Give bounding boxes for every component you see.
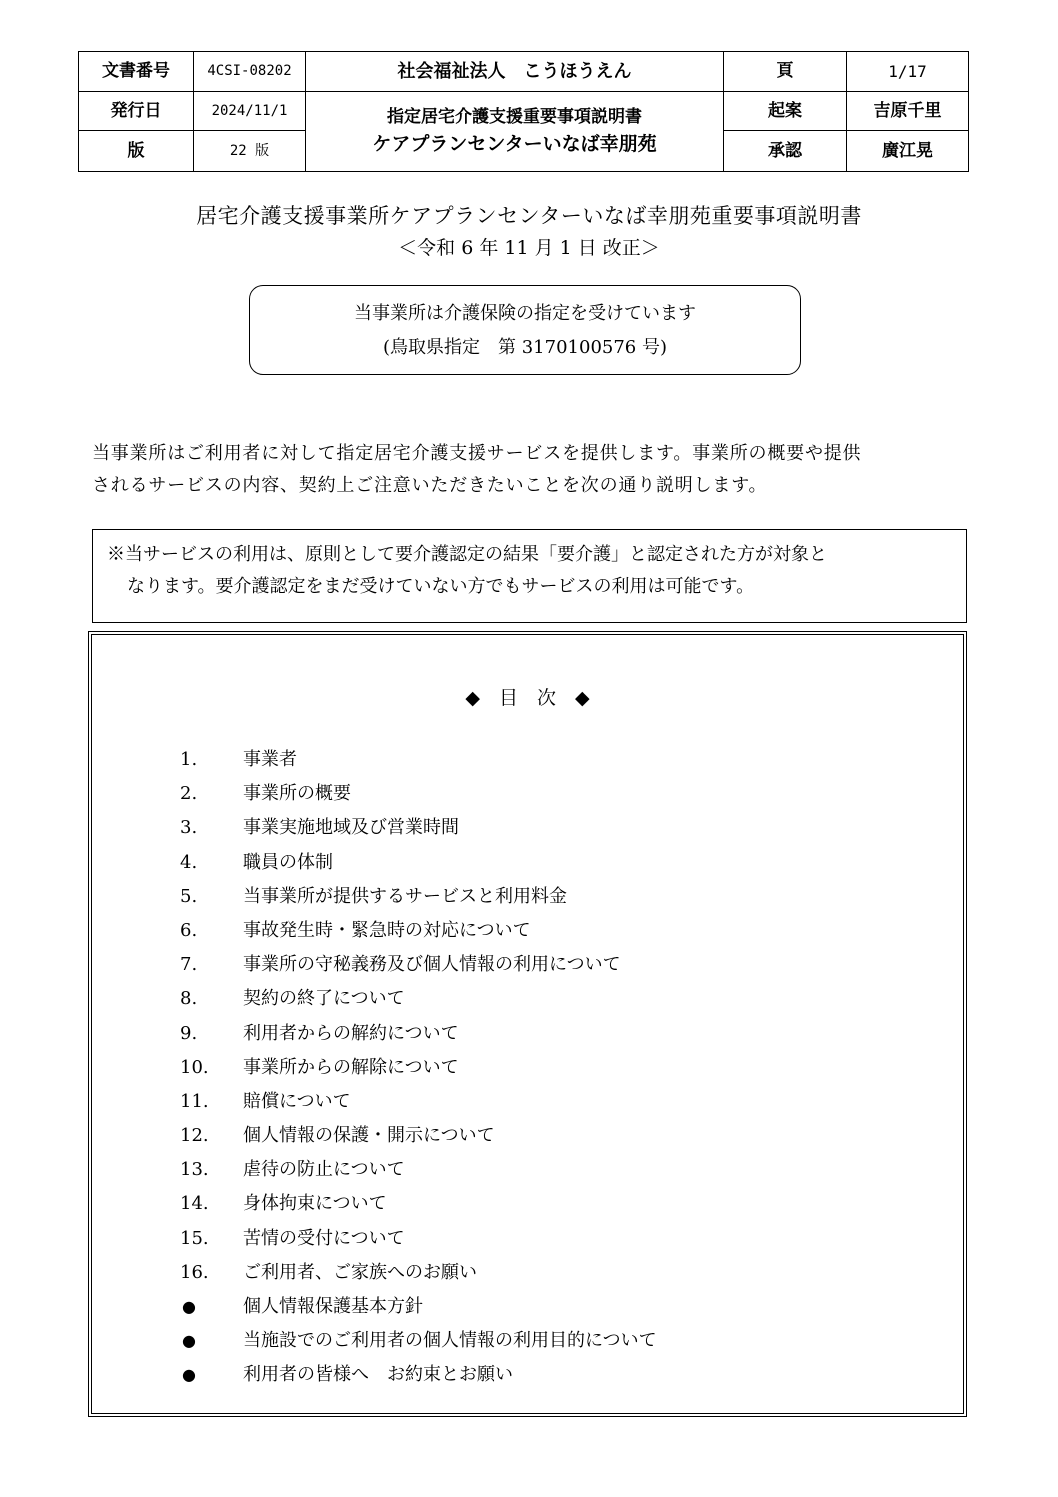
intro-line2: されるサービスの内容、契約上ご注意いただきたいことを次の通り説明します。 <box>92 475 768 496</box>
toc-item <box>180 982 657 1016</box>
toc-item-text: 事業所の概要 <box>243 783 351 805</box>
toc-item-text: 職員の体制 <box>243 851 333 873</box>
toc-heading: ◆ 目 次 ◆ <box>465 687 590 709</box>
toc-list <box>180 743 657 1393</box>
toc-item-number: 7. <box>180 954 198 976</box>
designation-notice-line2: (鳥取県指定 第 3170100576 号) <box>382 337 667 358</box>
note-line1: ※当サービスの利用は、原則として要介護認定の結果「要介護」と認定された方が対象と <box>107 544 827 565</box>
toc-item <box>180 1017 657 1051</box>
page-label: 頁 <box>724 52 847 92</box>
toc-item-number: 8. <box>180 988 198 1010</box>
toc-item-number: 5. <box>180 885 198 907</box>
toc-item-text: 個人情報保護基本方針 <box>243 1296 423 1317</box>
version-number: 22 版 <box>194 131 306 172</box>
toc-item <box>180 1324 657 1358</box>
toc-item-number: 12. <box>180 1125 209 1147</box>
issue-date-label: 発行日 <box>79 92 194 131</box>
toc-item <box>180 743 657 777</box>
version-label: 版 <box>79 131 194 172</box>
table-of-contents-box <box>88 631 967 1417</box>
toc-item-number: 9. <box>180 1022 198 1044</box>
toc-item <box>180 1256 657 1290</box>
toc-item <box>180 1153 657 1187</box>
toc-item-number: 11. <box>180 1090 209 1112</box>
intro-line1: 当事業所はご利用者に対して指定居宅介護支援サービスを提供します。事業所の概要や提供 <box>92 443 862 464</box>
doc-number: 4CSI-08202 <box>194 52 306 92</box>
toc-item-text: 契約の終了について <box>243 988 405 1010</box>
toc-bullet-icon: ● <box>182 1297 196 1316</box>
header-document-title <box>306 92 724 172</box>
toc-item <box>180 948 657 982</box>
document-header-table <box>78 51 969 172</box>
toc-item-number: 15. <box>180 1227 209 1249</box>
toc-item-text: 事業所からの解除について <box>243 1056 459 1078</box>
toc-item <box>180 777 657 811</box>
toc-item <box>180 846 657 880</box>
toc-item-text: 事故発生時・緊急時の対応について <box>243 919 531 941</box>
toc-item-number: 6. <box>180 919 198 941</box>
toc-item <box>180 811 657 845</box>
toc-item-text: 事業実施地域及び営業時間 <box>243 817 459 839</box>
approver-label: 承認 <box>724 131 847 172</box>
eligibility-note-box <box>92 529 967 623</box>
approver-name: 廣江晃 <box>847 131 969 172</box>
toc-item-text: 苦情の受付について <box>243 1227 405 1249</box>
toc-item-number: 4. <box>180 851 198 873</box>
toc-item <box>180 1290 657 1324</box>
toc-item-number: 3. <box>180 817 198 839</box>
toc-bullet-icon: ● <box>182 1365 196 1385</box>
document-title: 居宅介護支援事業所ケアプランセンターいなば幸朋苑重要事項説明書 <box>196 204 862 228</box>
toc-item-number: 10. <box>180 1056 209 1078</box>
issue-date: 2024/11/1 <box>194 92 306 131</box>
toc-item <box>180 880 657 914</box>
toc-bullet-icon: ● <box>182 1331 196 1351</box>
toc-item-text: 虐待の防止について <box>243 1159 405 1181</box>
organization-name: 社会福祉法人 こうほうえん <box>306 52 724 92</box>
toc-item <box>180 1085 657 1119</box>
toc-item-text: 当事業所が提供するサービスと利用料金 <box>243 885 567 907</box>
toc-item-text: 事業者 <box>243 749 297 770</box>
toc-item-number: 1. <box>180 749 198 770</box>
toc-item-text: 利用者の皆様へ お約束とお願い <box>243 1364 513 1386</box>
toc-item-text: 当施設でのご利用者の個人情報の利用目的について <box>243 1330 657 1352</box>
toc-item-text: ご利用者、ご家族へのお願い <box>243 1261 477 1283</box>
toc-item-text: 身体拘束について <box>243 1193 387 1215</box>
designation-notice-line1: 当事業所は介護保険の指定を受けています <box>354 303 696 324</box>
toc-item <box>180 1119 657 1153</box>
header-title-line2: ケアプランセンターいなば幸朋苑 <box>372 132 657 155</box>
toc-item-number: 13. <box>180 1159 209 1181</box>
designation-notice-box <box>249 285 801 375</box>
toc-item <box>180 1222 657 1256</box>
toc-item <box>180 1187 657 1221</box>
toc-item-text: 個人情報の保護・開示について <box>243 1125 495 1147</box>
note-line2: なります。要介護認定をまだ受けていない方でもサービスの利用は可能です。 <box>127 576 755 597</box>
toc-item-text: 賠償について <box>243 1090 351 1112</box>
intro-paragraph <box>92 438 972 502</box>
toc-item-number: 14. <box>180 1193 209 1215</box>
toc-item-number: 2. <box>180 783 198 805</box>
drafter-name: 吉原千里 <box>847 92 969 131</box>
toc-item <box>180 1358 657 1392</box>
toc-item-number: 16. <box>180 1261 209 1283</box>
toc-item <box>180 914 657 948</box>
toc-item-text: 事業所の守秘義務及び個人情報の利用について <box>243 954 621 976</box>
doc-number-label: 文書番号 <box>79 52 194 92</box>
page-number: 1/17 <box>847 52 969 92</box>
drafter-label: 起案 <box>724 92 847 131</box>
toc-item-text: 利用者からの解約について <box>243 1022 459 1044</box>
revision-date: ＜令和 6 年 11 月 1 日 改正＞ <box>398 237 660 259</box>
header-title-line1: 指定居宅介護支援重要事項説明書 <box>387 106 642 127</box>
toc-item <box>180 1051 657 1085</box>
